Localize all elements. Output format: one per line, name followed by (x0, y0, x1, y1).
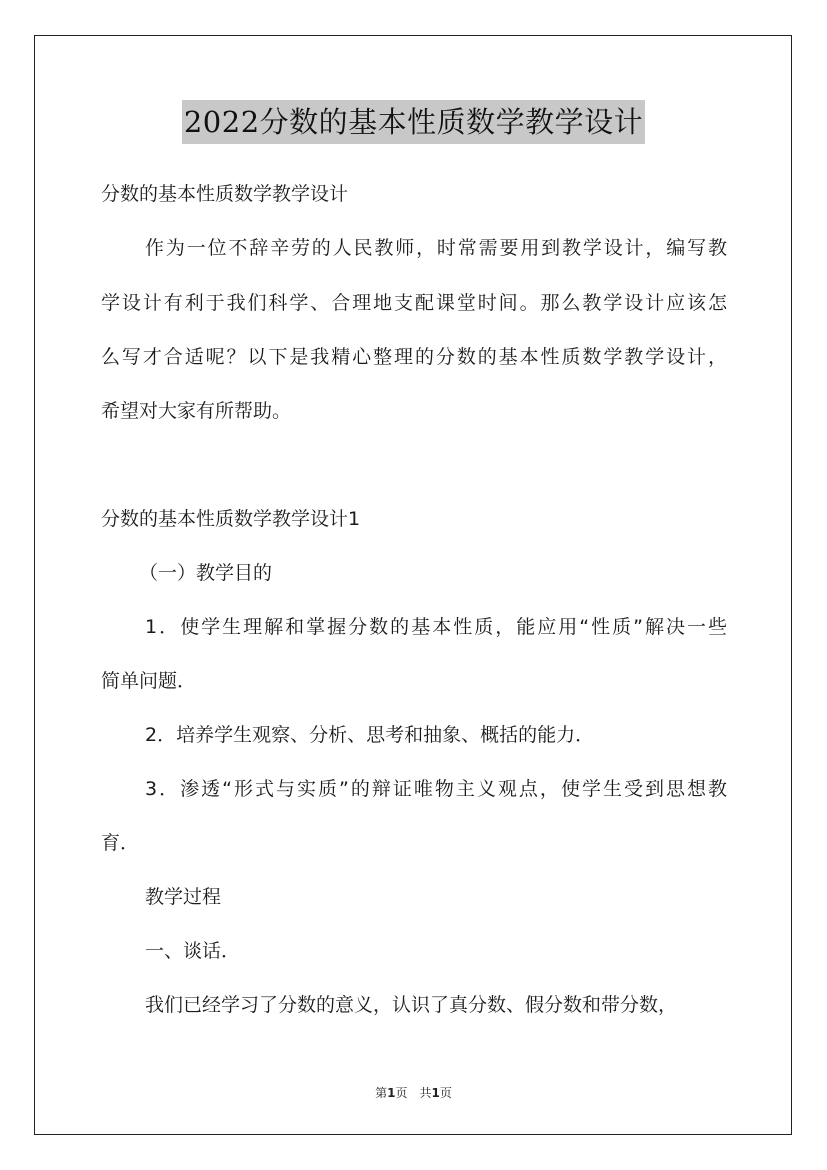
objective-heading: （一）教学目的 (139, 562, 273, 584)
footer-page-prefix: 第 (375, 1086, 388, 1100)
intro-line-4: 希望对大家有所帮助。 (101, 400, 292, 422)
title-container (0, 100, 827, 144)
footer-page-mid: 页 共 (395, 1086, 432, 1100)
intro-line-2: 学设计有利于我们科学、合理地支配课堂时间。那么教学设计应该怎 (101, 292, 727, 314)
objective-3-line-1: 3．渗透“形式与实质”的辩证唯物主义观点，使学生受到思想教 (145, 778, 727, 800)
page-footer (0, 1084, 827, 1101)
intro-line-3: 么写才合适呢？以下是我精心整理的分数的基本性质数学教学设计， (101, 346, 727, 368)
document-title: 2022分数的基本性质数学教学设计 (182, 100, 645, 144)
step-1-text: 我们已经学习了分数的意义，认识了真分数、假分数和带分数， (145, 994, 678, 1016)
intro-line-1: 作为一位不辞辛劳的人民教师，时常需要用到教学设计，编写教 (145, 237, 727, 259)
footer-page-current: 1 (387, 1086, 396, 1100)
objective-3-line-2: 育． (101, 832, 140, 854)
objective-1-line-2: 简单问题． (101, 670, 197, 692)
step-1-heading: 一、谈话． (145, 940, 241, 962)
process-heading: 教学过程 (145, 886, 222, 908)
footer-page-suffix: 页 (439, 1086, 452, 1100)
document-subtitle: 分数的基本性质数学教学设计 (101, 183, 349, 205)
footer-page-total: 1 (431, 1086, 440, 1100)
objective-1-line-1: 1．使学生理解和掌握分数的基本性质，能应用“性质”解决一些 (145, 616, 727, 638)
section-heading: 分数的基本性质数学教学设计1 (101, 508, 361, 530)
objective-2: 2．培养学生观察、分析、思考和抽象、概括的能力． (145, 724, 595, 746)
